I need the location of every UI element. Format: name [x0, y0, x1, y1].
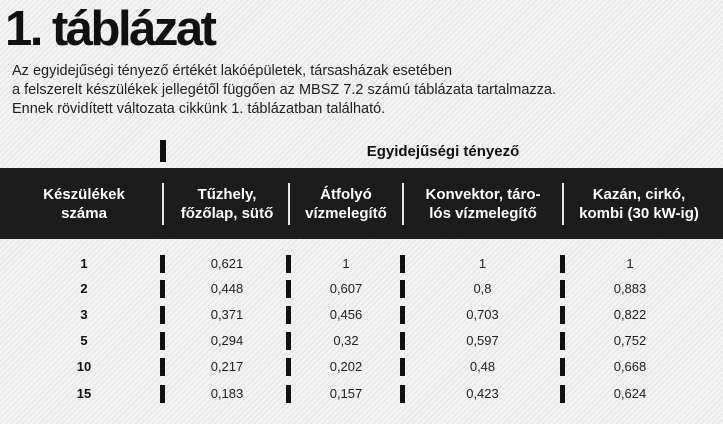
cell-value: 0,48: [469, 359, 496, 374]
cell-count: 15: [76, 386, 92, 401]
column-header-boiler: [564, 168, 714, 239]
cell-value: 0,32: [333, 333, 359, 348]
cell-value: 0,624: [613, 386, 647, 401]
table-row: [0, 357, 723, 377]
cell-value: 0,202: [329, 359, 363, 374]
cell-value: 0,217: [210, 359, 244, 374]
row-marker: [160, 280, 165, 298]
cell-value: 0,294: [210, 333, 244, 348]
column-header-flow-heater: [290, 168, 402, 239]
cell-value: 0,597: [466, 333, 499, 348]
cell-value: 0,448: [210, 281, 244, 296]
intro-line: a felszerelt készülékek jellegétől függően az MBSZ 7.2 számú táblázata tartalmazza.: [12, 82, 557, 98]
group-header-label: Egyidejűségi tényező: [366, 143, 520, 160]
header-line: lós vízmelegítő: [429, 204, 537, 222]
header-line: főzőlap, sütő: [180, 204, 274, 222]
cell-value: 0,668: [613, 359, 647, 374]
header-line: Konvektor, táro-: [425, 185, 541, 203]
row-marker: [160, 332, 165, 350]
table-row: [0, 279, 723, 299]
row-marker: [160, 385, 165, 403]
row-marker: [160, 255, 165, 273]
header-line: kombi (30 kW-ig): [579, 204, 699, 222]
cell-value: 1: [478, 256, 487, 271]
cell-value: 0,752: [613, 333, 647, 348]
cell-value: 0,157: [329, 386, 363, 401]
column-header-stove: [164, 168, 290, 239]
cell-value: 0,822: [613, 307, 647, 322]
cell-value: 1: [342, 256, 350, 271]
header-line: Kazán, cirkó,: [592, 185, 686, 203]
header-line: Tűzhely,: [197, 185, 257, 203]
cell-value: 0,8: [473, 281, 492, 296]
cell-value: 0,607: [329, 281, 363, 296]
intro-text: [12, 62, 712, 119]
cell-value: 0,183: [210, 386, 244, 401]
cell-value: 0,456: [329, 307, 363, 322]
cell-count: 1: [80, 256, 88, 271]
cell-count: 10: [76, 359, 92, 374]
page-title: 1. táblázat: [5, 2, 215, 56]
header-line: Átfolyó: [320, 185, 372, 203]
intro-line: Ennek rövidített változata cikkünk 1. táblázatban található.: [12, 101, 386, 117]
cell-value: 0,883: [613, 281, 647, 296]
cell-value: 1: [626, 256, 634, 271]
table-row: [0, 331, 723, 351]
header-line: Készülékek: [43, 185, 125, 203]
intro-line: Az egyidejűségi tényező értékét lakóépületek, társasházak esetében: [12, 63, 453, 79]
cell-value: 0,621: [210, 256, 244, 271]
cell-value: 0,371: [210, 307, 244, 322]
cell-count: 3: [80, 307, 88, 322]
row-marker: [160, 358, 165, 376]
cell-count: 2: [80, 281, 88, 296]
row-marker: [160, 306, 165, 324]
table-row: [0, 384, 723, 404]
table-row: [0, 254, 723, 274]
header-line: száma: [61, 204, 107, 222]
column-header-count: [28, 168, 140, 239]
table-row: [0, 305, 723, 325]
column-header-convector: [404, 168, 562, 239]
cell-count: 5: [80, 333, 88, 348]
cell-value: 0,423: [466, 386, 499, 401]
header-line: vízmelegítő: [305, 204, 387, 222]
cell-value: 0,703: [466, 307, 499, 322]
